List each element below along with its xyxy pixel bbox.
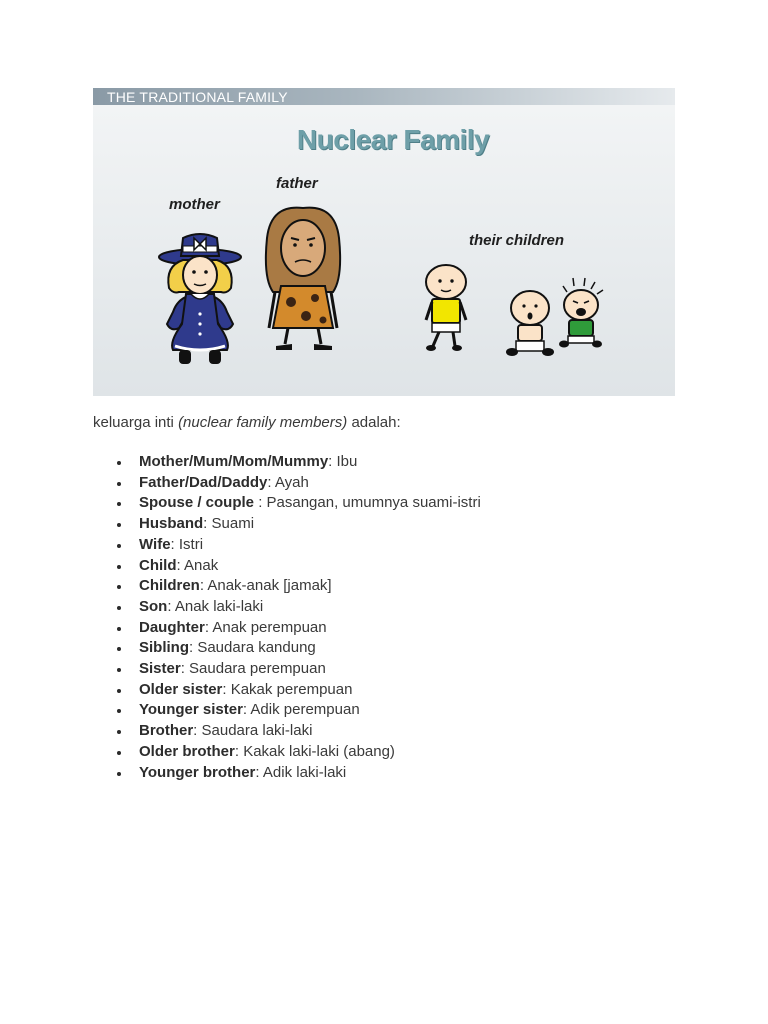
list-item xyxy=(139,514,481,535)
child-green-figure xyxy=(559,278,603,348)
definition: : Ibu xyxy=(328,453,358,470)
term: Children xyxy=(139,577,200,595)
definition: : Kakak perempuan xyxy=(222,680,353,698)
list-item xyxy=(139,493,481,514)
list-item xyxy=(139,763,481,784)
term: Sibling xyxy=(139,639,189,657)
list-item xyxy=(139,659,481,680)
term: Spouse / couple xyxy=(139,494,259,512)
definition: : Adik laki-laki xyxy=(255,763,347,781)
definition: : Adik perempuan xyxy=(242,701,360,719)
banner-text: THE TRADITIONAL FAMILY xyxy=(107,89,288,105)
list-item xyxy=(139,618,481,639)
definition: : Pasangan, umumnya suami-istri xyxy=(258,494,481,512)
intro-emphasis: (nuclear family members) xyxy=(178,414,348,431)
list-item xyxy=(139,742,481,763)
term: Father/Dad/Daddy xyxy=(139,473,268,491)
child-yellow-figure xyxy=(426,265,466,351)
list-item xyxy=(139,473,481,494)
term: Child xyxy=(139,556,177,574)
term: Mother/Mum/Mom/Mummy xyxy=(139,453,329,470)
list-item xyxy=(139,597,481,618)
figure-title: Nuclear Family xyxy=(296,124,490,155)
definition: : Anak xyxy=(176,556,219,574)
list-item xyxy=(139,638,481,659)
family-cartoon xyxy=(93,88,675,396)
term: Younger sister xyxy=(139,701,243,719)
term: Wife xyxy=(139,535,171,553)
list-item xyxy=(139,452,481,473)
term: Older brother xyxy=(139,742,235,760)
label-father: father xyxy=(276,175,318,192)
definition: : Anak laki-laki xyxy=(167,597,264,615)
list-item xyxy=(139,535,481,556)
definition: : Kakak laki-laki (abang) xyxy=(234,742,395,760)
term: Older sister xyxy=(139,680,223,698)
term: Son xyxy=(139,597,168,615)
term: Younger brother xyxy=(139,763,256,781)
list-item xyxy=(139,576,481,597)
list-item xyxy=(139,556,481,577)
term: Daughter xyxy=(139,618,205,636)
term: Husband xyxy=(139,515,204,533)
mother-figure xyxy=(159,234,241,364)
term: Brother xyxy=(139,722,194,740)
intro-sentence xyxy=(93,414,401,431)
label-their-children: their children xyxy=(469,232,565,249)
definition: : Anak perempuan xyxy=(204,618,327,636)
list-item xyxy=(139,680,481,701)
family-terms-list xyxy=(93,452,481,783)
term: Sister xyxy=(139,660,181,678)
definition: : Anak-anak [jamak] xyxy=(199,577,332,595)
list-item xyxy=(139,700,481,721)
child-baby-figure xyxy=(506,291,554,356)
definition: : Saudara perempuan xyxy=(180,660,326,678)
nuclear-family-illustration xyxy=(93,88,675,396)
definition: : Istri xyxy=(170,535,204,553)
definition: : Ayah xyxy=(267,473,309,491)
definition: : Suami xyxy=(203,515,255,533)
intro-after: adalah: xyxy=(347,414,401,431)
intro-before: keluarga inti xyxy=(93,414,179,431)
label-mother: mother xyxy=(169,196,220,213)
list-item xyxy=(139,721,481,742)
father-figure xyxy=(266,208,340,350)
definition: : Saudara laki-laki xyxy=(193,722,313,740)
definition: : Saudara kandung xyxy=(189,639,316,657)
